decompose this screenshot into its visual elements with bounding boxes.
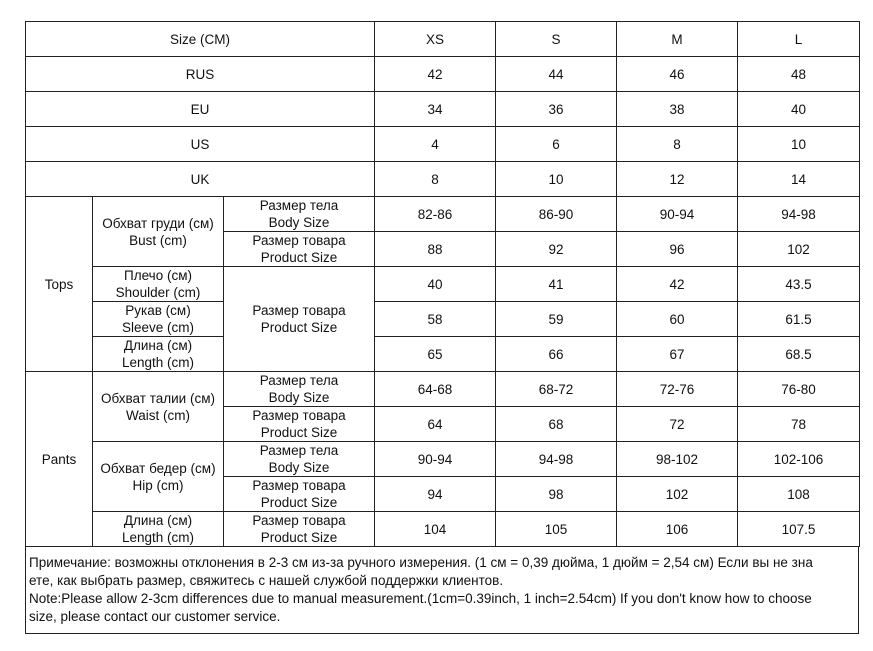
header-size-m: M	[617, 22, 738, 57]
measure-ru: Длина (см)	[123, 338, 193, 353]
type-ru: Размер товара	[252, 478, 346, 493]
cell-value: 102	[617, 477, 738, 512]
cell-value: 102	[738, 232, 860, 267]
measure-en: Shoulder (cm)	[115, 285, 201, 300]
size-table	[25, 21, 860, 547]
row-tops-length	[26, 337, 860, 372]
measure-en: Sleeve (cm)	[121, 320, 194, 335]
cell-value: 10	[738, 127, 860, 162]
measure-ru: Длина (см)	[123, 513, 193, 528]
measure-length	[93, 337, 224, 372]
cell-value: 66	[496, 337, 617, 372]
note-ru-line-2: ете, как выбрать размер, свяжитесь с нашей службой поддержки клиентов.	[29, 573, 504, 588]
measure-en: Length (cm)	[121, 530, 195, 545]
cell-value: 76-80	[738, 372, 860, 407]
measure-en: Hip (cm)	[132, 477, 184, 493]
type-body-size	[224, 442, 375, 477]
cell-value: 59	[496, 302, 617, 337]
header-size-xs: XS	[375, 22, 496, 57]
cell-value: 34	[375, 92, 496, 127]
type-ru: Размер товара	[252, 408, 346, 423]
note-en-line-2: size, please contact our customer service.	[29, 609, 281, 624]
cell-value: 88	[375, 232, 496, 267]
type-ru: Размер тела	[259, 443, 339, 458]
cell-value: 108	[738, 477, 860, 512]
cell-value: 6	[496, 127, 617, 162]
cell-value: 90-94	[375, 442, 496, 477]
type-ru: Размер товара	[252, 513, 346, 528]
cell-value: 107.5	[738, 512, 860, 547]
note-en-line-1: Note:Please allow 2-3cm differences due to manual measurement.(1cm=0.39inch, 1 inch=2.54cm) If you don't know how to choose	[29, 591, 812, 606]
type-body-size	[224, 372, 375, 407]
row-pants-hip-body	[26, 442, 860, 477]
cell-value: 72	[617, 407, 738, 442]
row-label: EU	[26, 92, 375, 127]
cell-value: 98-102	[617, 442, 738, 477]
cell-value: 68.5	[738, 337, 860, 372]
cell-value: 94-98	[496, 442, 617, 477]
cell-value: 42	[375, 57, 496, 92]
cell-value: 106	[617, 512, 738, 547]
cell-value: 43.5	[738, 267, 860, 302]
cell-value: 94-98	[738, 197, 860, 232]
cell-value: 40	[738, 92, 860, 127]
measure-ru: Обхват груди (см)	[102, 215, 214, 231]
row-us	[26, 127, 860, 162]
cell-value: 68	[496, 407, 617, 442]
section-label-pants: Pants	[26, 372, 93, 547]
cell-value: 105	[496, 512, 617, 547]
measure-en: Length (cm)	[121, 355, 195, 370]
cell-value: 78	[738, 407, 860, 442]
row-tops-sleeve	[26, 302, 860, 337]
cell-value: 64	[375, 407, 496, 442]
row-pants-waist-body	[26, 372, 860, 407]
type-en: Body Size	[268, 390, 330, 405]
cell-value: 8	[617, 127, 738, 162]
measure-ru: Рукав (см)	[125, 303, 191, 318]
cell-value: 64-68	[375, 372, 496, 407]
measure-bust	[93, 197, 224, 267]
measure-waist	[93, 372, 224, 442]
cell-value: 36	[496, 92, 617, 127]
cell-value: 38	[617, 92, 738, 127]
header-size-s: S	[496, 22, 617, 57]
cell-value: 58	[375, 302, 496, 337]
type-ru: Размер тела	[259, 198, 339, 213]
cell-value: 67	[617, 337, 738, 372]
header-size-label: Size (CM)	[26, 22, 375, 57]
cell-value: 12	[617, 162, 738, 197]
cell-value: 40	[375, 267, 496, 302]
cell-value: 10	[496, 162, 617, 197]
cell-value: 42	[617, 267, 738, 302]
type-product-size	[224, 407, 375, 442]
type-product-size	[224, 267, 375, 372]
size-chart	[25, 21, 859, 634]
measure-shoulder	[93, 267, 224, 302]
measure-sleeve	[93, 302, 224, 337]
note-ru-line-1: Примечание: возможны отклонения в 2-3 см из-за ручного измерения. (1 см = 0,39 дюйма, 1 дюйм = 2,54 см) Если вы не зна	[29, 555, 813, 570]
cell-value: 65	[375, 337, 496, 372]
row-pants-length	[26, 512, 860, 547]
row-tops-shoulder	[26, 267, 860, 302]
cell-value: 44	[496, 57, 617, 92]
type-en: Product Size	[260, 250, 338, 265]
row-uk	[26, 162, 860, 197]
type-ru: Размер тела	[259, 373, 339, 388]
cell-value: 104	[375, 512, 496, 547]
type-ru: Размер товара	[252, 303, 346, 318]
cell-value: 96	[617, 232, 738, 267]
cell-value: 4	[375, 127, 496, 162]
measure-length	[93, 512, 224, 547]
cell-value: 82-86	[375, 197, 496, 232]
type-en: Body Size	[268, 460, 330, 475]
type-en: Product Size	[260, 320, 338, 335]
row-rus	[26, 57, 860, 92]
row-tops-bust-body	[26, 197, 860, 232]
type-ru: Размер товара	[252, 233, 346, 248]
cell-value: 94	[375, 477, 496, 512]
measure-en: Bust (cm)	[129, 232, 187, 248]
header-size-l: L	[738, 22, 860, 57]
measure-en: Waist (cm)	[126, 407, 190, 423]
measure-ru: Плечо (см)	[124, 268, 192, 283]
cell-value: 8	[375, 162, 496, 197]
type-body-size	[224, 197, 375, 232]
row-label: UK	[26, 162, 375, 197]
section-label-tops: Tops	[26, 197, 93, 372]
type-product-size	[224, 232, 375, 267]
cell-value: 61.5	[738, 302, 860, 337]
measure-hip	[93, 442, 224, 512]
cell-value: 41	[496, 267, 617, 302]
type-product-size	[224, 512, 375, 547]
type-en: Product Size	[260, 530, 338, 545]
cell-value: 92	[496, 232, 617, 267]
type-product-size	[224, 477, 375, 512]
measure-ru: Обхват бедер (см)	[100, 460, 216, 476]
row-label: RUS	[26, 57, 375, 92]
type-en: Body Size	[268, 215, 330, 230]
cell-value: 102-106	[738, 442, 860, 477]
cell-value: 60	[617, 302, 738, 337]
cell-value: 14	[738, 162, 860, 197]
header-row	[26, 22, 860, 57]
cell-value: 86-90	[496, 197, 617, 232]
measure-ru: Обхват талии (см)	[101, 390, 215, 406]
type-en: Product Size	[260, 425, 338, 440]
cell-value: 98	[496, 477, 617, 512]
measurement-note	[25, 547, 859, 634]
type-en: Product Size	[260, 495, 338, 510]
cell-value: 90-94	[617, 197, 738, 232]
cell-value: 72-76	[617, 372, 738, 407]
cell-value: 48	[738, 57, 860, 92]
cell-value: 46	[617, 57, 738, 92]
row-eu	[26, 92, 860, 127]
cell-value: 68-72	[496, 372, 617, 407]
row-label: US	[26, 127, 375, 162]
